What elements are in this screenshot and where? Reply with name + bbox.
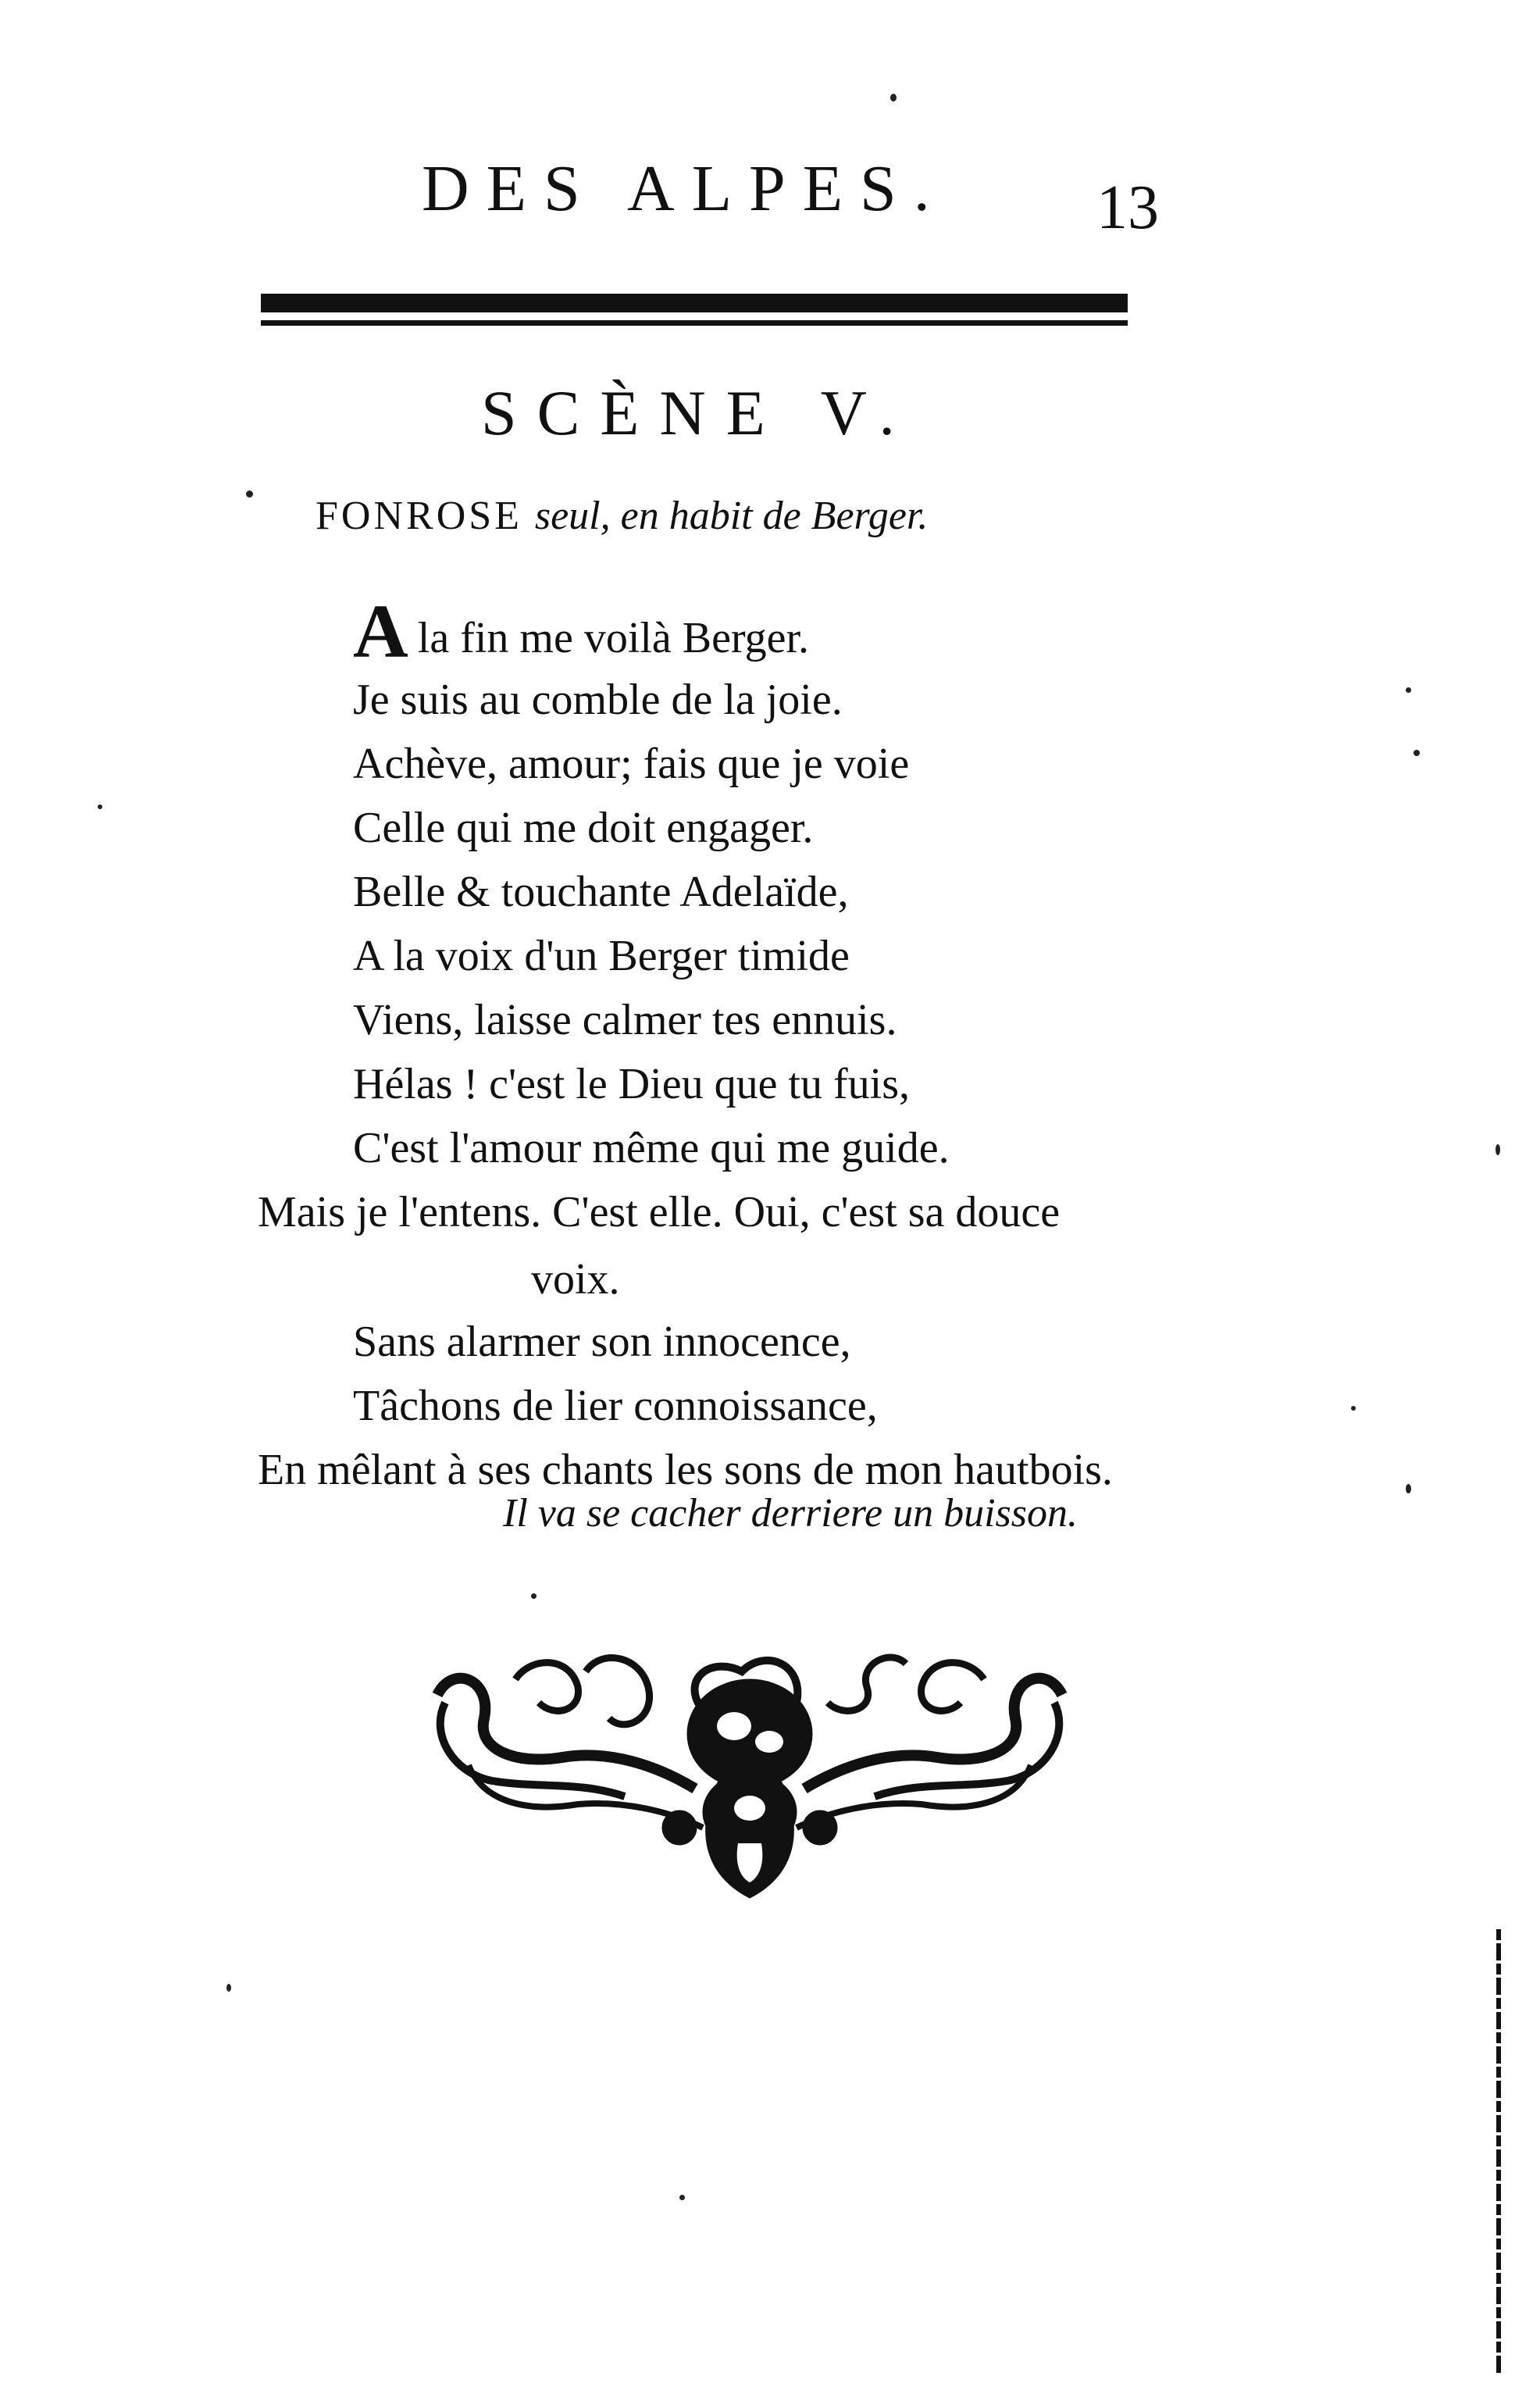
character-name: FONROSE [316,494,522,538]
verse-line-10: Mais je l'entens. C'est elle. Oui, c'est sa douce [258,1188,1061,1236]
verse-line-1-text: la fin me voilà Berger. [417,614,810,662]
character-direction: seul, en habit de Berger. [534,494,929,538]
ink-speck [679,2195,685,2200]
header-rule-thin [261,320,1128,326]
verse-line-8: Hélas ! c'est le Dieu que tu fuis, [353,1060,910,1108]
running-title: DES ALPES. [422,152,947,225]
verse-line-1 [353,590,810,674]
verse-line-10-continued: voix. [531,1255,620,1304]
ink-speck [98,804,102,809]
verse-line-6: A la voix d'un Berger timide [353,932,850,980]
verse-line-11: Sans alarmer son innocence, [353,1318,851,1366]
ink-speck [1496,1144,1500,1155]
drop-cap: A [353,590,408,674]
ink-speck [226,1984,231,1992]
verse-line-4: Celle qui me doit engager. [353,804,814,852]
header-rule-thick [261,294,1128,312]
ink-speck [531,1593,537,1599]
verse-line-3: Achève, amour; fais que je voie [353,740,910,788]
page-edge-shadow [1496,1929,1501,2374]
stage-direction: Il va se cacher derriere un buisson. [503,1491,1078,1536]
verse-line-9: C'est l'amour même qui me guide. [353,1124,950,1172]
ink-speck [1414,750,1420,756]
ink-speck [246,491,253,498]
ink-speck [1406,687,1411,693]
character-heading [316,496,928,537]
ink-speck [1351,1406,1356,1411]
floral-vignette-icon [422,1648,1078,1906]
scene-title: SCÈNE V. [481,377,915,448]
ink-speck [890,94,897,102]
verse-line-7: Viens, laisse calmer tes ennuis. [353,996,897,1044]
ink-speck [1406,1484,1411,1493]
verse-line-12: Tâchons de lier connoissance, [353,1382,878,1430]
page-number: 13 [1096,173,1159,242]
verse-line-2: Je suis au comble de la joie. [353,676,843,724]
verse-line-5: Belle & touchante Adelaïde, [353,868,849,916]
verse-line-13: En mêlant à ses chants les sons de mon hautbois. [258,1446,1113,1494]
